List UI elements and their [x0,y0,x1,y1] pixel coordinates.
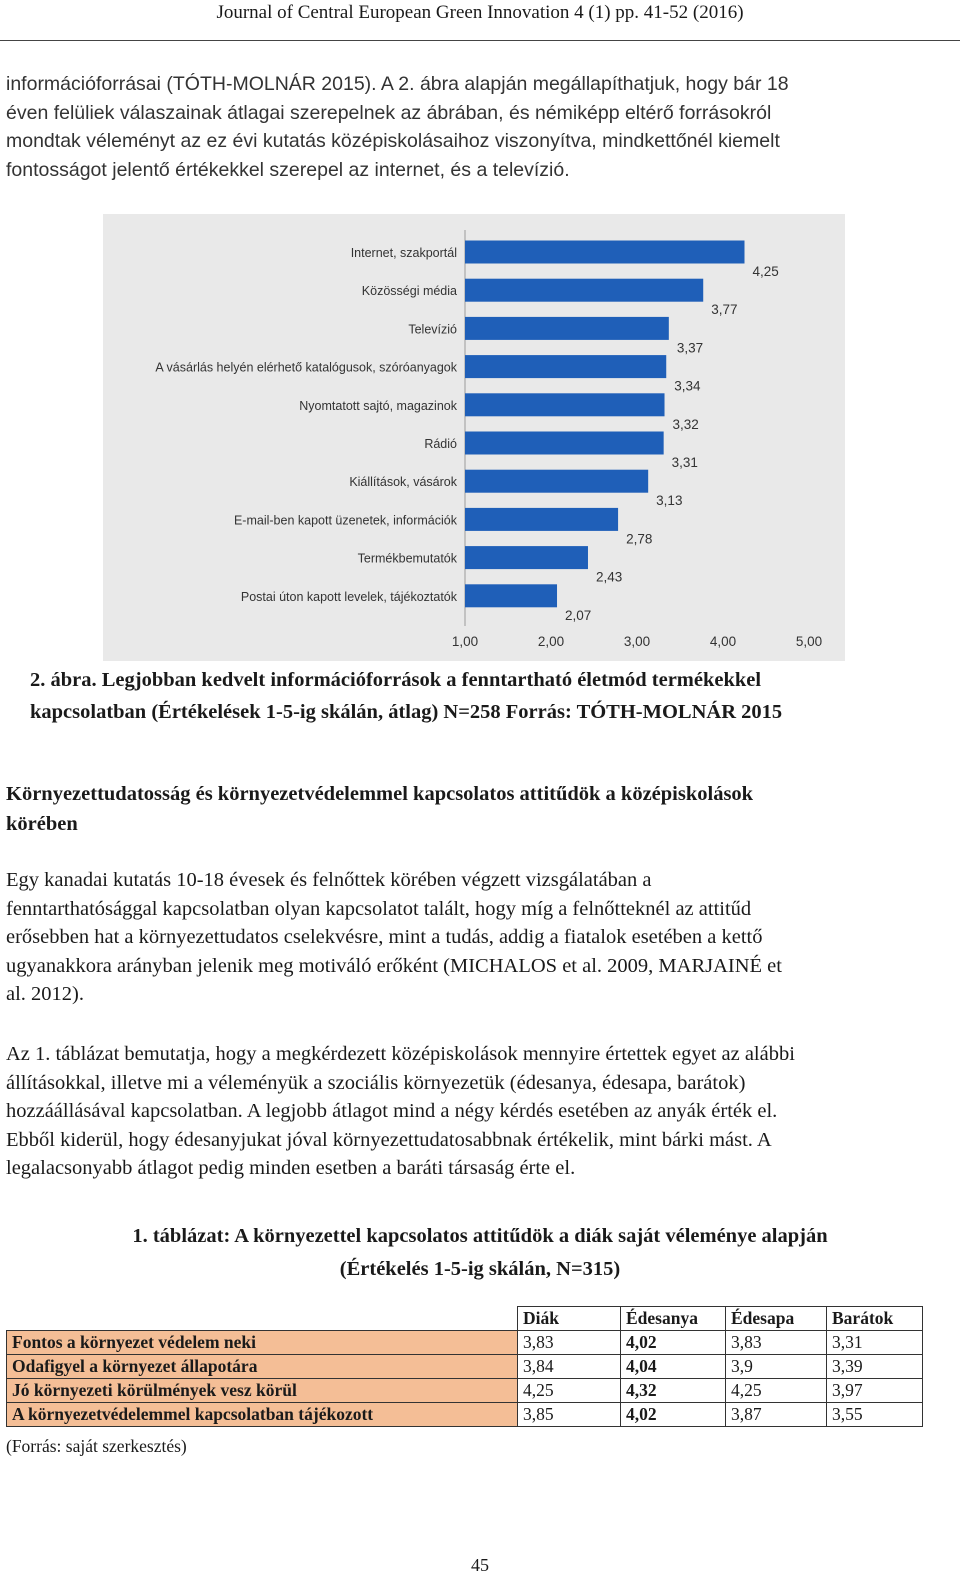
value-label: 4,25 [752,264,779,279]
cell-edesapa: 3,87 [726,1403,827,1427]
value-label: 3,37 [676,340,704,356]
section-heading [6,779,950,839]
chart-bar [465,508,618,531]
category-label: Televízió [408,322,457,337]
category-label: E-mail-ben kapott üzenetek, információk [233,513,457,528]
cell-edesanya: 4,02 [621,1403,726,1427]
chart-bar [465,432,664,455]
paragraph-line: ugyanakkora arányban jelenik meg motiváló erőként (MICHALOS et al. 2009, MARJAINÉ et [6,954,782,977]
chart-bar [465,279,703,302]
value-label: 2,43 [595,569,623,585]
chart-svg [103,214,845,661]
chart-bar [465,584,557,607]
journal-header: Journal of Central European Green Innovation 4 (1) pp. 41-52 (2016) [216,2,744,23]
value-label: 3,34 [674,378,701,394]
paragraph-line: Egy kanadai kutatás 10-18 évesek és felnőttek körében végzett vizsgálatában a [6,869,652,891]
figure-caption [30,664,930,728]
paragraph-line: hozzáállásával kapcsolatban. A legjobb átlagot mind a négy kérdés esetében az anyák érték el. [6,1100,778,1122]
chart-bar [465,470,648,493]
cell-baratok: 3,97 [827,1379,923,1403]
figure-2-bar-chart [103,214,845,661]
page-number: 45 [471,1555,489,1575]
value-label: 3,77 [711,302,738,318]
category-label: Postai úton kapott levelek, tájékoztatók [240,589,457,604]
x-tick-label: 1,00 [451,634,479,649]
category-label: Nyomtatott sajtó, magazinok [299,398,457,413]
intro-line: mondtak véleményt az ez évi kutatás középiskolásaihoz viszonyítva, mindkettőnél kiemelt [6,130,780,152]
attitude-table [6,1306,923,1427]
column-header-diak: Diák [518,1307,621,1331]
table-row [7,1331,923,1355]
table-corner-cell [7,1307,518,1331]
intro-paragraph [6,70,950,184]
x-tick-label: 5,00 [795,634,823,649]
body-paragraph-1 [6,866,944,1009]
chart-bar [465,317,669,340]
figure-caption-line: kapcsolatban (Értékelések 1-5-ig skálán, átlag) N=258 Forrás: TÓTH-MOLNÁR 2015 [30,701,783,723]
paragraph-line: állításokkal, illetve mi a véleményük a szociális környezetük (édesanya, édesapa, barátok) [6,1071,746,1094]
value-label: 2,07 [565,607,592,623]
cell-baratok: 3,55 [827,1403,923,1427]
row-label: Fontos a környezet védelem neki [7,1331,518,1355]
category-label: Közösségi média [361,284,457,299]
cell-edesanya: 4,02 [621,1331,726,1355]
header-divider [0,40,960,41]
cell-baratok: 3,31 [827,1331,923,1355]
paragraph-line: Ebből kiderül, hogy édesanyjukat jóval környezettudatosabbnak értékelik, mint bárki mást. A [6,1128,772,1151]
column-header-baratok: Barátok [827,1307,923,1331]
cell-edesanya: 4,04 [621,1355,726,1379]
cell-edesapa: 4,25 [726,1379,827,1403]
table-row [7,1355,923,1379]
column-header-edesanya: Édesanya [621,1307,726,1331]
chart-bar [465,355,666,378]
row-label: Odafigyel a környezet állapotára [7,1355,518,1379]
paragraph-line: Az 1. táblázat bemutatja, hogy a megkérdezett középiskolások mennyire értettek egyet az alábbi [6,1043,795,1065]
category-label: Kiállítások, vásárok [349,475,457,490]
chart-bar [465,241,745,264]
table-row [7,1379,923,1403]
cell-baratok: 3,39 [827,1355,923,1379]
x-tick-label: 4,00 [709,634,737,649]
cell-edesapa: 3,9 [726,1355,827,1379]
intro-line: információforrásai (TÓTH-MOLNÁR 2015). A 2. ábra alapján megállapíthatjuk, hogy bár 18 [6,73,789,95]
row-label: A környezetvédelemmel kapcsolatban tájékozott [7,1403,518,1427]
cell-diak: 3,85 [518,1403,621,1427]
value-label: 3,31 [671,455,698,470]
cell-diak: 4,25 [518,1379,621,1403]
x-tick-label: 2,00 [537,634,565,649]
section-heading-line: körében [6,813,78,835]
cell-edesapa: 3,83 [726,1331,827,1355]
paragraph-line: fenntarthatósággal kapcsolatban olyan kapcsolatot talált, hogy míg a felnőtteknél az attitűd [6,897,752,920]
table-caption-line: (Értékelés 1-5-ig skálán, N=315) [339,1258,621,1280]
category-label: Termékbemutatók [357,551,457,566]
figure-caption-line: 2. ábra. Legjobban kedvelt információforrások a fenntartható életmód termékekkel [30,669,762,691]
paragraph-line: legalacsonyabb átlagot pedig minden esetben a baráti társaság érte el. [6,1157,576,1179]
table-caption-line: 1. táblázat: A környezettel kapcsolatos attitűdök a diák saját véleménye alapján [132,1225,828,1247]
cell-edesanya: 4,32 [621,1379,726,1403]
column-header-edesapa: Édesapa [726,1307,827,1331]
value-label: 3,32 [672,416,699,432]
cell-diak: 3,84 [518,1355,621,1379]
table-caption [0,1220,960,1286]
table-source-note: (Forrás: saját szerkesztés) [6,1436,187,1456]
paragraph-line: al. 2012). [6,983,84,1005]
cell-diak: 3,83 [518,1331,621,1355]
chart-bar [465,393,665,416]
section-heading-line: Környezettudatosság és környezetvédelemmel kapcsolatos attitűdök a középiskolások [6,783,754,805]
category-label: Rádió [424,437,457,451]
category-label: Internet, szakportál [350,246,457,260]
intro-line: éven felüliek válaszainak átlagai szerepelnek az ábrában, és némiképp eltérő forrásokról [6,101,772,124]
row-label: Jó környezeti körülmények vesz körül [7,1379,518,1403]
x-tick-label: 3,00 [623,634,651,649]
table-row [7,1403,923,1427]
paragraph-line: erősebben hat a környezettudatos cselekvésre, mint a tudás, addig a fiatalok esetében a kettő [6,926,763,948]
body-paragraph-2 [6,1040,944,1183]
chart-bar [465,546,588,569]
table-header-row [7,1307,923,1331]
category-label: A vásárlás helyén elérhető katalógusok, szóróanyagok [155,360,457,375]
intro-line: fontosságot jelentő értékekkel szerepel az internet, és a televízió. [6,158,570,181]
value-label: 3,13 [656,493,683,509]
value-label: 2,78 [626,531,653,547]
